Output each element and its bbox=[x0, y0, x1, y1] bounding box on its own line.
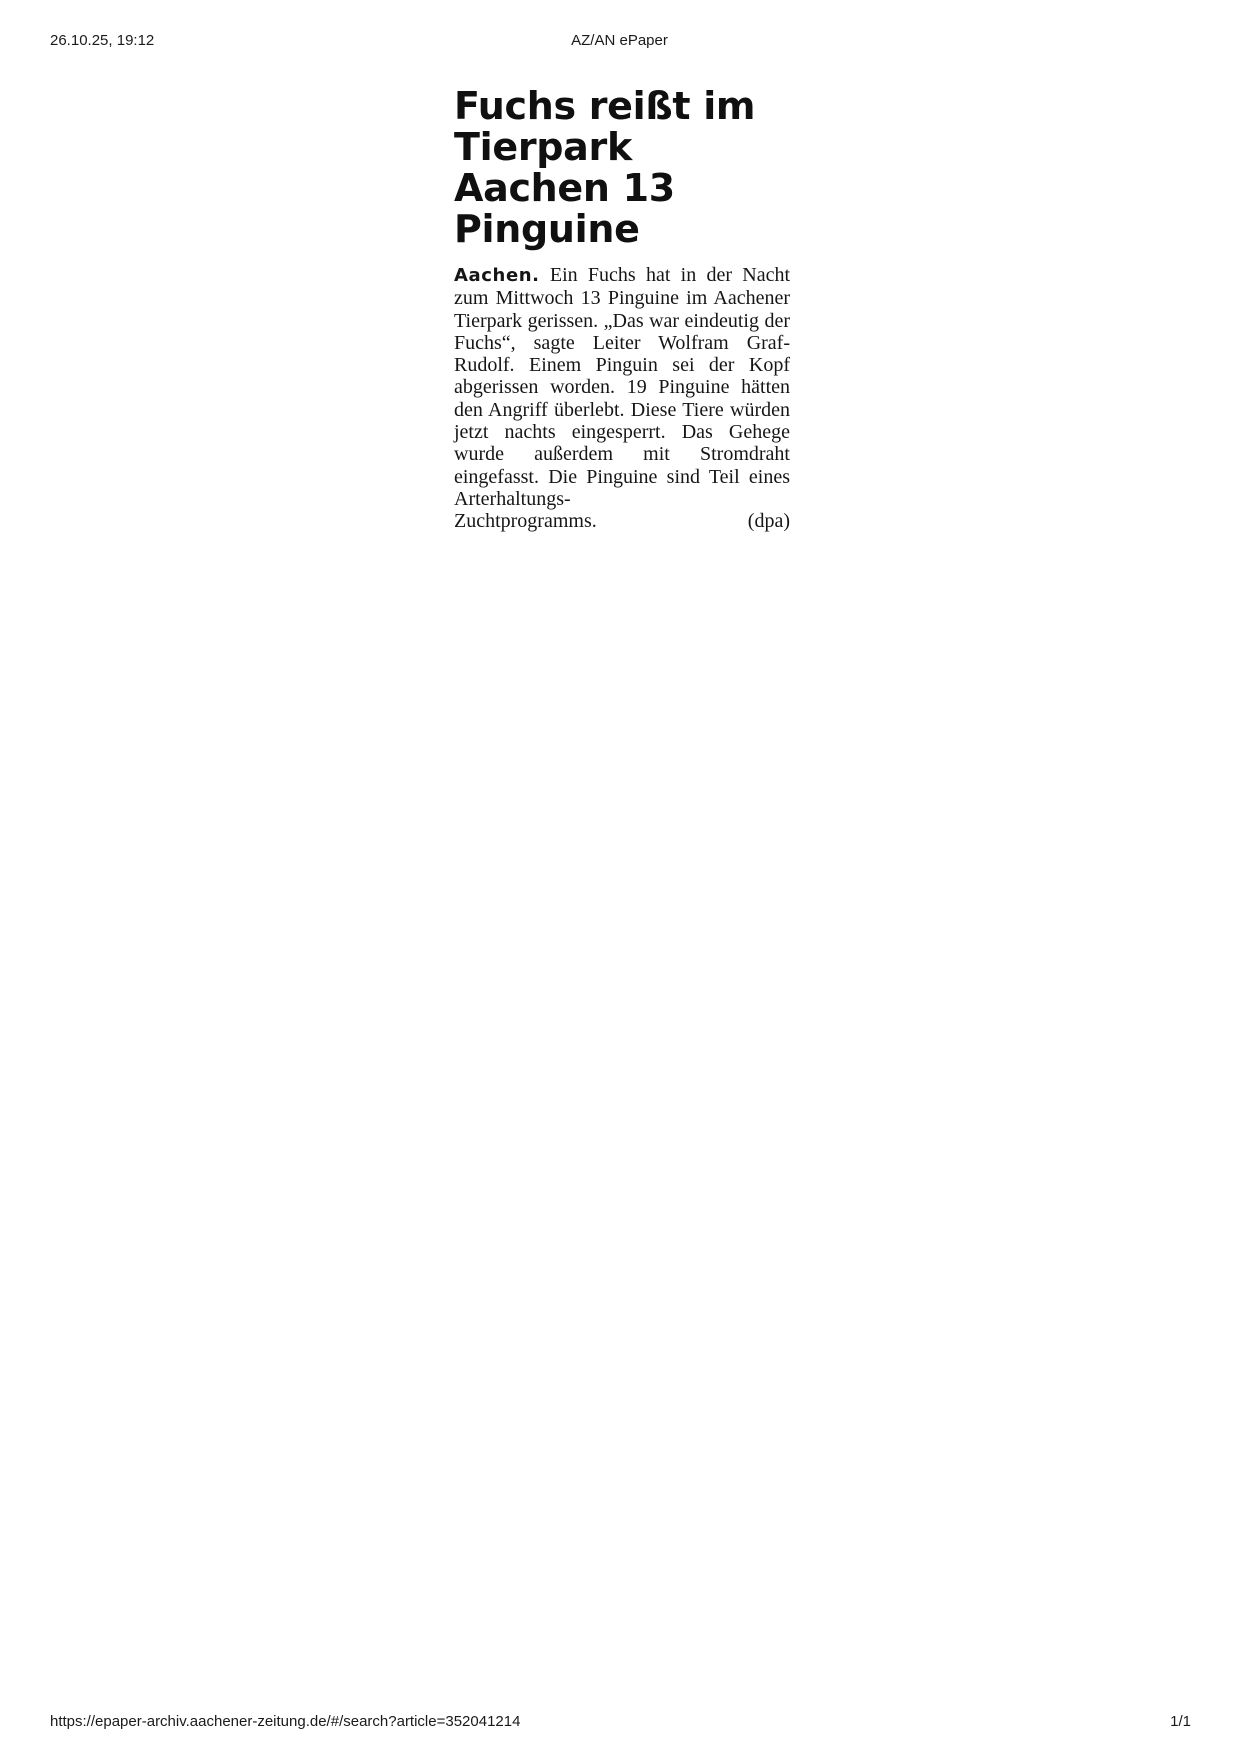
print-footer-url: https://epaper-archiv.aachener-zeitung.de/#/search?article=352041214 bbox=[50, 1713, 521, 1730]
article-body bbox=[454, 264, 790, 510]
article-body-text: Ein Fuchs hat in der Nacht zum Mittwoch 13 Pinguine im Aachener Tierpark gerissen. „Das war eindeutig der Fuchs“, sagte Leiter Wolfram Graf-Rudolf. Einem Pinguin sei der Kopf abgerissen worden. 19 Pinguine hätten den Angriff überlebt. Diese Tiere würden jetzt nachts eingesperrt. Das Gehege wurde außerdem mit Stromdraht eingefasst. Die Pinguine sind Teil eines Arterhaltungs- bbox=[454, 264, 791, 510]
article-last-line: Zuchtprogramms. bbox=[454, 510, 597, 533]
article-source: (dpa) bbox=[747, 510, 790, 533]
article-closing-line bbox=[454, 510, 790, 532]
article-headline: Fuchs reißt im Tierpark Aachen 13 Pinguine bbox=[454, 84, 756, 251]
print-header-title: AZ/AN ePaper bbox=[571, 32, 668, 49]
article-dateline: Aachen. bbox=[454, 265, 540, 286]
print-header-datetime: 26.10.25, 19:12 bbox=[50, 32, 155, 49]
article-clipping bbox=[454, 86, 790, 533]
print-footer-page-number: 1/1 bbox=[1170, 1713, 1191, 1730]
